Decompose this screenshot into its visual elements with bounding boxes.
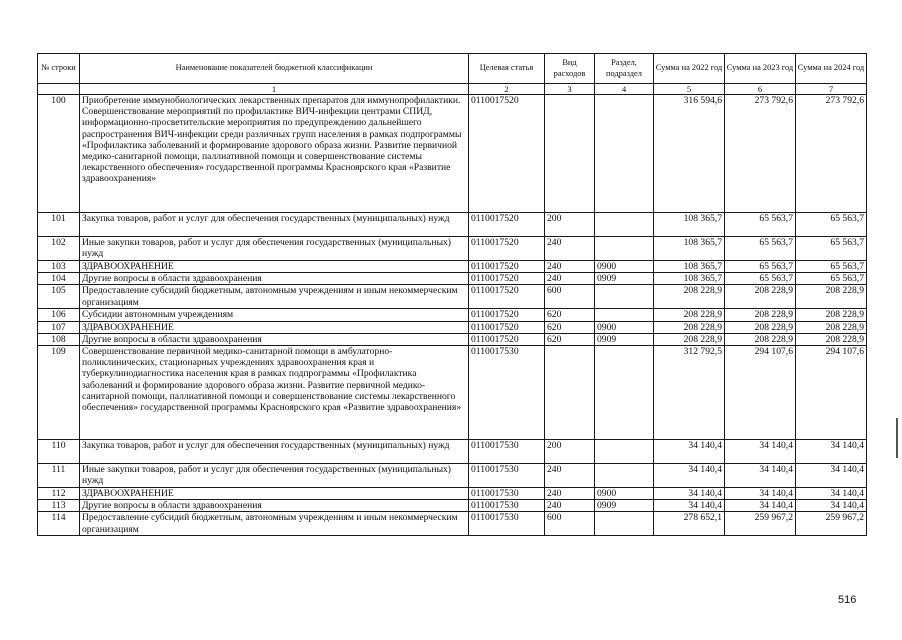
sum-2023: 34 140,4 [725, 440, 796, 464]
header-sum-2022: Сумма на 2022 год [654, 54, 725, 84]
section-code: 0909 [595, 500, 654, 512]
section-code: 0909 [595, 333, 654, 345]
indicator-name: Другие вопросы в области здравоохранения [80, 500, 469, 512]
budget-table [37, 53, 867, 536]
section-code: 0900 [595, 488, 654, 500]
table-row [38, 464, 867, 488]
table-row [38, 285, 867, 309]
row-number: 112 [38, 488, 80, 500]
expense-type: 240 [545, 488, 595, 500]
header-sum-2023: Сумма на 2023 год [725, 54, 796, 84]
table-body [38, 95, 867, 536]
table-row [38, 309, 867, 321]
header-target-article: Целевая статья [469, 54, 545, 84]
row-number: 102 [38, 237, 80, 261]
row-number: 109 [38, 346, 80, 440]
indicator-name: Иные закупки товаров, работ и услуг для обеспечения государственных (муниципальных) нужд [80, 237, 469, 261]
target-article: 0110017520 [469, 321, 545, 333]
sum-2023: 65 563,7 [725, 273, 796, 285]
column-number: 1 [80, 84, 469, 95]
row-number: 108 [38, 333, 80, 345]
table-row [38, 321, 867, 333]
section-code [595, 346, 654, 440]
table-row [38, 213, 867, 237]
table-row [38, 237, 867, 261]
indicator-name: ЗДРАВООХРАНЕНИЕ [80, 488, 469, 500]
section-code: 0909 [595, 273, 654, 285]
sum-2022: 34 140,4 [654, 440, 725, 464]
target-article: 0110017520 [469, 261, 545, 273]
table-row [38, 512, 867, 536]
row-number: 105 [38, 285, 80, 309]
indicator-name: ЗДРАВООХРАНЕНИЕ [80, 321, 469, 333]
expense-type [545, 95, 595, 213]
header-indicator-name: Наименование показателей бюджетной классификации [80, 54, 469, 84]
sum-2023: 208 228,9 [725, 285, 796, 309]
sum-2022: 34 140,4 [654, 488, 725, 500]
indicator-name: Предоставление субсидий бюджетным, автономным учреждениям и иным некоммерческим организациям [80, 512, 469, 536]
indicator-name: Приобретение иммунобиологических лекарственных препаратов для иммунопрофилактики. Совершенствование мероприятий по профилактике ВИЧ-инфекции центрами СПИД, информационно-просветительские мероприятия по предупреждению дальнейшего распространения ВИЧ-инфекции среди различных групп населения в рамках подпрограммы «Профилактика заболеваний и формирование здорового образа жизни. Развитие первичной медико-санитарной помощи, паллиативной помощи и совершенствование системы лекарственного обеспечения» государственной программы Красноярского края «Развитие здравоохранения» [80, 95, 469, 213]
indicator-name: Другие вопросы в области здравоохранения [80, 333, 469, 345]
sum-2024: 34 140,4 [796, 500, 867, 512]
row-number: 110 [38, 440, 80, 464]
section-code [595, 95, 654, 213]
target-article: 0110017520 [469, 285, 545, 309]
row-number: 104 [38, 273, 80, 285]
column-number: 7 [796, 84, 867, 95]
sum-2022: 316 594,6 [654, 95, 725, 213]
row-number: 114 [38, 512, 80, 536]
target-article: 0110017520 [469, 273, 545, 285]
target-article: 0110017520 [469, 333, 545, 345]
table-row [38, 500, 867, 512]
scan-edge-mark [896, 418, 898, 458]
sum-2024: 259 967,2 [796, 512, 867, 536]
sum-2024: 34 140,4 [796, 488, 867, 500]
target-article: 0110017530 [469, 500, 545, 512]
expense-type: 600 [545, 285, 595, 309]
target-article: 0110017520 [469, 309, 545, 321]
expense-type: 240 [545, 237, 595, 261]
sum-2022: 34 140,4 [654, 500, 725, 512]
row-number: 111 [38, 464, 80, 488]
target-article: 0110017530 [469, 512, 545, 536]
sum-2023: 208 228,9 [725, 333, 796, 345]
section-code [595, 440, 654, 464]
indicator-name: Субсидии автономным учреждениям [80, 309, 469, 321]
sum-2024: 208 228,9 [796, 309, 867, 321]
sum-2024: 65 563,7 [796, 261, 867, 273]
indicator-name: ЗДРАВООХРАНЕНИЕ [80, 261, 469, 273]
sum-2024: 65 563,7 [796, 213, 867, 237]
sum-2023: 208 228,9 [725, 321, 796, 333]
header-expense-type: Вид расходов [545, 54, 595, 84]
page-number: 516 [838, 594, 857, 606]
expense-type: 200 [545, 440, 595, 464]
sum-2022: 312 792,5 [654, 346, 725, 440]
sum-2022: 208 228,9 [654, 321, 725, 333]
sum-2023: 65 563,7 [725, 213, 796, 237]
row-number: 101 [38, 213, 80, 237]
target-article: 0110017520 [469, 237, 545, 261]
table-row [38, 440, 867, 464]
expense-type: 200 [545, 213, 595, 237]
expense-type: 240 [545, 273, 595, 285]
sum-2024: 294 107,6 [796, 346, 867, 440]
target-article: 0110017520 [469, 213, 545, 237]
expense-type: 240 [545, 500, 595, 512]
row-number: 100 [38, 95, 80, 213]
indicator-name: Предоставление субсидий бюджетным, автономным учреждениям и иным некоммерческим организациям [80, 285, 469, 309]
sum-2024: 208 228,9 [796, 321, 867, 333]
column-number: 3 [545, 84, 595, 95]
indicator-name: Закупка товаров, работ и услуг для обеспечения государственных (муниципальных) нужд [80, 440, 469, 464]
target-article: 0110017530 [469, 346, 545, 440]
column-number [38, 84, 80, 95]
sum-2023: 273 792,6 [725, 95, 796, 213]
indicator-name: Иные закупки товаров, работ и услуг для обеспечения государственных (муниципальных) нужд [80, 464, 469, 488]
expense-type: 620 [545, 333, 595, 345]
target-article: 0110017520 [469, 95, 545, 213]
indicator-name: Другие вопросы в области здравоохранения [80, 273, 469, 285]
sum-2023: 259 967,2 [725, 512, 796, 536]
target-article: 0110017530 [469, 488, 545, 500]
section-code [595, 512, 654, 536]
sum-2024: 208 228,9 [796, 333, 867, 345]
row-number: 106 [38, 309, 80, 321]
sum-2024: 65 563,7 [796, 237, 867, 261]
table-row [38, 333, 867, 345]
target-article: 0110017530 [469, 440, 545, 464]
sum-2022: 208 228,9 [654, 309, 725, 321]
column-number: 6 [725, 84, 796, 95]
table-row [38, 95, 867, 213]
row-number: 107 [38, 321, 80, 333]
sum-2023: 34 140,4 [725, 500, 796, 512]
target-article: 0110017530 [469, 464, 545, 488]
expense-type: 240 [545, 464, 595, 488]
sum-2024: 34 140,4 [796, 440, 867, 464]
expense-type [545, 346, 595, 440]
row-number: 113 [38, 500, 80, 512]
table-row [38, 346, 867, 440]
expense-type: 620 [545, 309, 595, 321]
expense-type: 240 [545, 261, 595, 273]
section-code [595, 464, 654, 488]
header-section: Раздел, подраздел [595, 54, 654, 84]
section-code: 0900 [595, 261, 654, 273]
column-number: 4 [595, 84, 654, 95]
sum-2022: 208 228,9 [654, 285, 725, 309]
table-row [38, 488, 867, 500]
header-sum-2024: Сумма на 2024 год [796, 54, 867, 84]
sum-2022: 108 365,7 [654, 237, 725, 261]
expense-type: 600 [545, 512, 595, 536]
table-row [38, 273, 867, 285]
section-code [595, 237, 654, 261]
table-row [38, 261, 867, 273]
row-number: 103 [38, 261, 80, 273]
section-code [595, 285, 654, 309]
sum-2022: 278 652,1 [654, 512, 725, 536]
section-code: 0900 [595, 321, 654, 333]
sum-2023: 294 107,6 [725, 346, 796, 440]
sum-2023: 34 140,4 [725, 488, 796, 500]
indicator-name: Закупка товаров, работ и услуг для обеспечения государственных (муниципальных) нужд [80, 213, 469, 237]
section-code [595, 309, 654, 321]
sum-2022: 34 140,4 [654, 464, 725, 488]
sum-2023: 208 228,9 [725, 309, 796, 321]
header-row-number: № строки [38, 54, 80, 84]
column-number: 5 [654, 84, 725, 95]
sum-2024: 273 792,6 [796, 95, 867, 213]
indicator-name: Совершенствование первичной медико-санитарной помощи в амбулаторно-поликлинических, стационарных учреждениях здравоохранения края и туберкулинодиагностика населения края в рамках подпрограммы «Профилактика заболеваний и формирование здорового образа жизни. Развитие первичной медико-санитарной помощи, паллиативной помощи и совершенствование системы лекарственного обеспечения» государственной программы Красноярского края «Развитие здравоохранения» [80, 346, 469, 440]
sum-2023: 65 563,7 [725, 237, 796, 261]
sum-2024: 208 228,9 [796, 285, 867, 309]
expense-type: 620 [545, 321, 595, 333]
sum-2022: 108 365,7 [654, 261, 725, 273]
sum-2024: 65 563,7 [796, 273, 867, 285]
sum-2022: 108 365,7 [654, 273, 725, 285]
sum-2023: 34 140,4 [725, 464, 796, 488]
sum-2022: 208 228,9 [654, 333, 725, 345]
sum-2022: 108 365,7 [654, 213, 725, 237]
section-code [595, 213, 654, 237]
sum-2023: 65 563,7 [725, 261, 796, 273]
sum-2024: 34 140,4 [796, 464, 867, 488]
column-number: 2 [469, 84, 545, 95]
table-header [38, 54, 867, 95]
